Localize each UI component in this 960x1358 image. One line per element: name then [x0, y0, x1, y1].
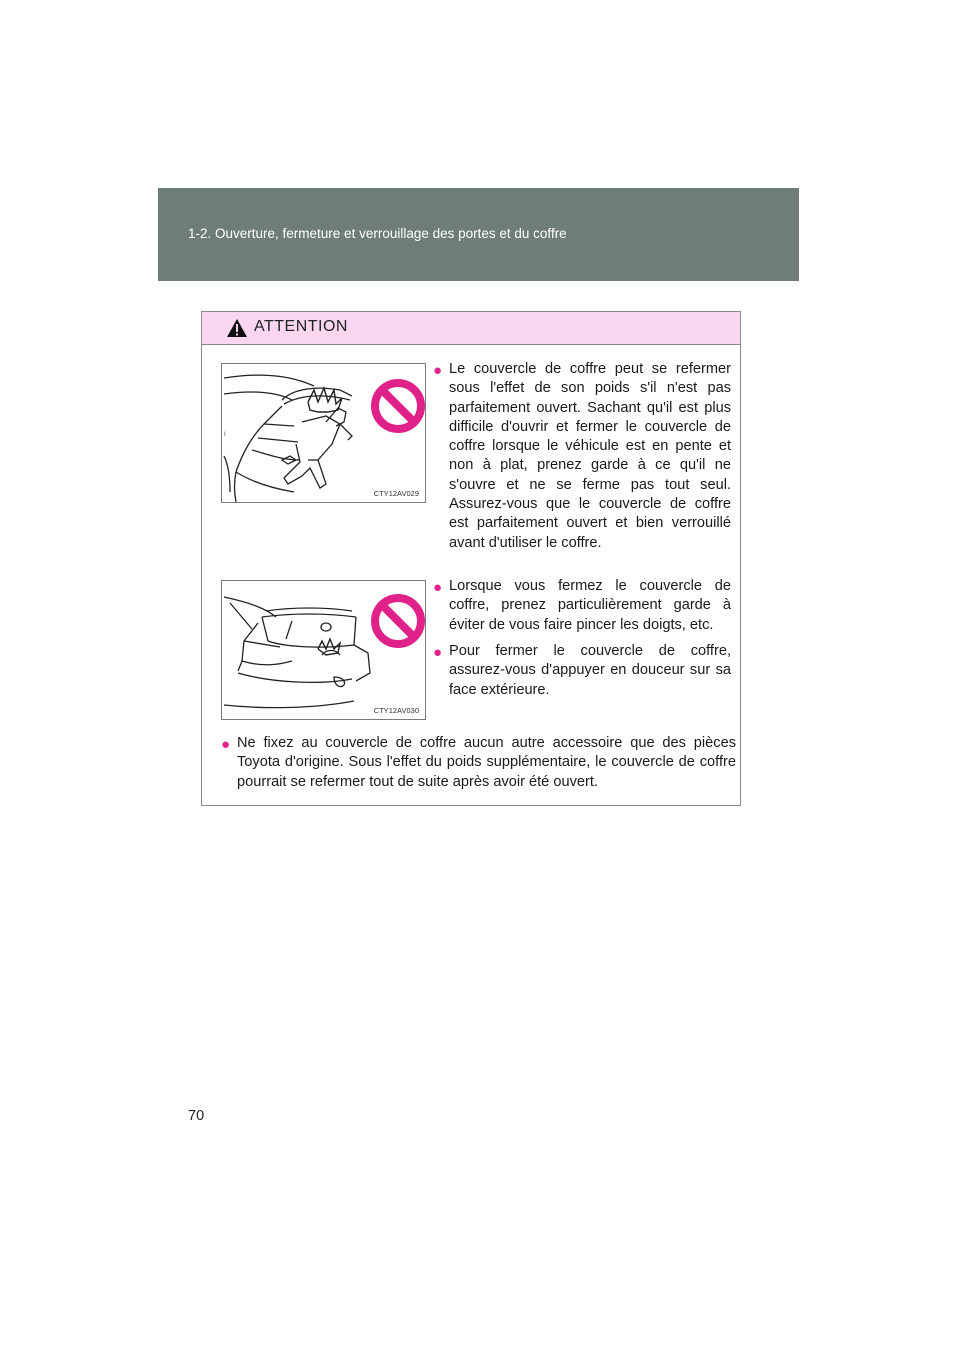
warning-triangle-icon: [226, 318, 248, 338]
bullet-text: Ne fixez au couvercle de coffre aucun autre accessoire que des pièces Toyota d'origine. Sous l'effet du poids supplémentaire, le couvercle de coffre pourrait se refermer tout de suite après avoir été ouvert.: [237, 735, 736, 790]
bullet-dot-icon: ●: [433, 362, 443, 379]
bullet-item: [221, 734, 736, 792]
bullet-text: Lorsque vous fermez le couvercle de coffre, prenez particulièrement garde à éviter de vous faire pincer les doigts, etc.: [449, 578, 731, 633]
bullet-item: [433, 642, 731, 700]
warning-box: [201, 311, 741, 806]
figure-code: CTY12AV029: [373, 489, 419, 498]
figure-code: CTY12AV030: [373, 706, 419, 715]
bullet-dot-icon: ●: [221, 736, 231, 753]
figure-trunk-person: [221, 363, 426, 503]
bullet-dot-icon: ●: [433, 579, 443, 596]
svg-text:I: I: [224, 432, 226, 438]
bullet-item: [433, 360, 731, 553]
prohibition-icon: [370, 593, 426, 649]
page-number: 70: [188, 1108, 205, 1124]
section-title: 1-2. Ouverture, fermeture et verrouillage des portes et du coffre: [188, 226, 567, 241]
prohibition-icon: [370, 378, 426, 434]
bullet-dot-icon: ●: [433, 644, 443, 661]
figure-trunk-pinch: [221, 580, 426, 720]
bullet-item: [433, 577, 731, 635]
bullet-text: Le couvercle de coffre peut se refermer sous l'effet de son poids s'il n'est pas parfaitement ouvert. Sachant qu'il est plus difficile d'ouvrir et fermer le couvercle de coffre lorsque le véhicule est en pente et non à plat, prenez garde à ce qu'il ne s'ouvre et ne se ferme pas tout seul. Assurez-vous que le couvercle de coffre est parfaitement ouvert et bien verrouillé avant d'utiliser le coffre.: [449, 361, 731, 551]
bullet-text: Pour fermer le couvercle de coffre, assurez-vous d'appuyer en douceur sur sa face extérieure.: [449, 643, 731, 698]
warning-header: [202, 312, 740, 345]
section-header: [158, 188, 799, 281]
warning-title: ATTENTION: [254, 318, 348, 335]
